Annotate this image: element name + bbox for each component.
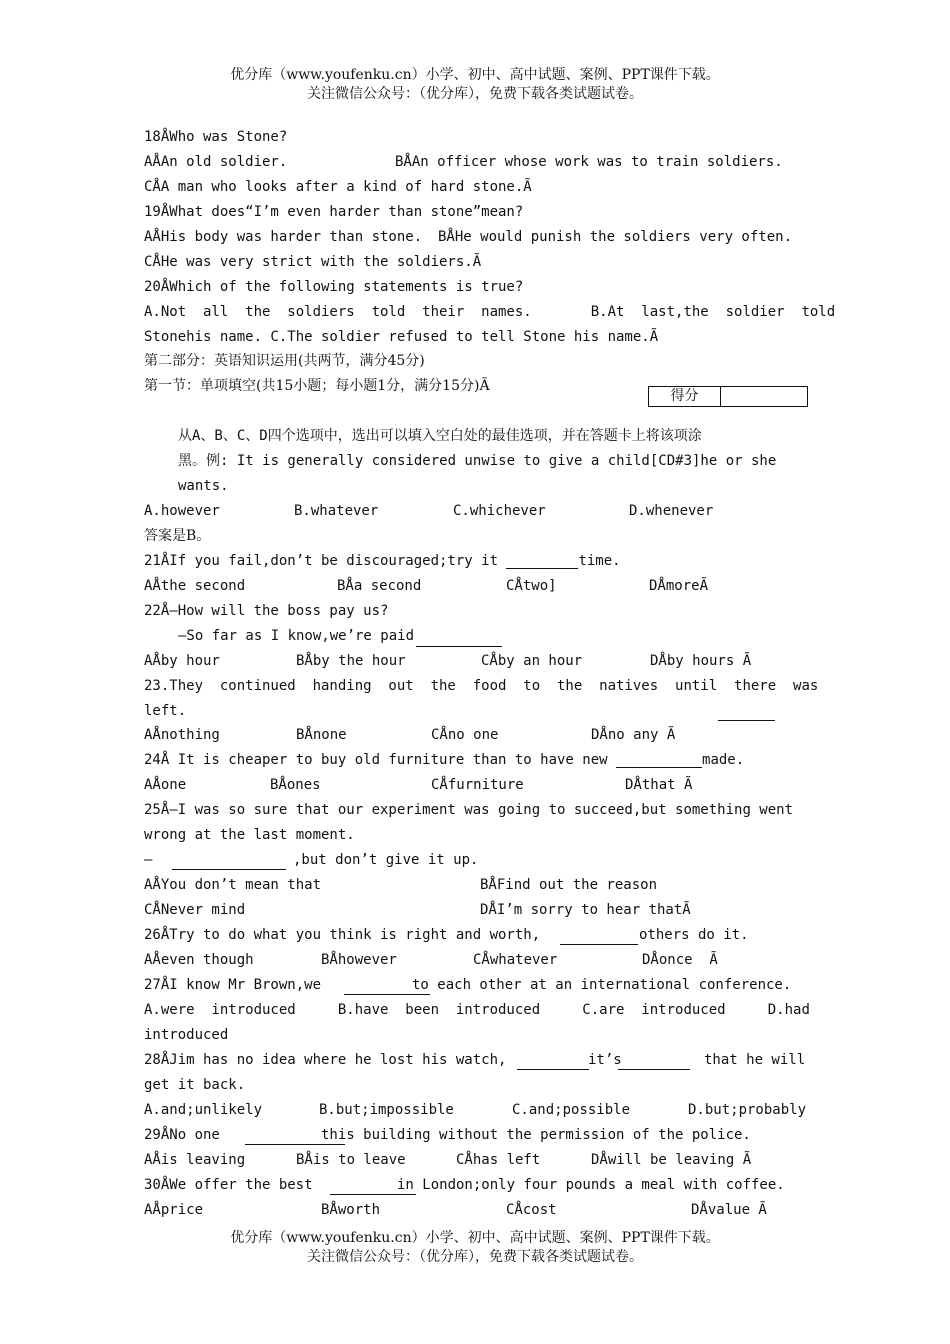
question-26-stem-end: others do it.	[639, 927, 749, 943]
question-21-option-b: BÅa second	[337, 578, 422, 594]
question-28-option-c: C.and;possible	[512, 1102, 631, 1118]
example-option-a: A.however	[144, 503, 220, 519]
question-20-options-line-2: Stonehis name. C.The soldier refused to tell Stone his name.Ã	[144, 329, 659, 345]
question-19-option-a: AÅHis body was harder than stone.	[144, 229, 423, 245]
question-23-option-d: DÅno any Ã	[591, 727, 676, 743]
header-line-2: 关注微信公众号：（优分库），免费下载各类试题试卷。	[307, 86, 643, 102]
question-27-options-line-2: introduced	[144, 1027, 229, 1043]
example-option-d: D.whenever	[629, 503, 714, 519]
question-25-tail: ,but don’t give it up.	[293, 852, 479, 868]
question-30-stem-end: in London;only four pounds a meal with coffee.	[397, 1177, 785, 1193]
question-28-option-b: B.but;impossible	[319, 1102, 454, 1118]
question-22-blank	[416, 646, 502, 647]
instruction-line-1: 从A、B、C、D四个选项中，选出可以填入空白处的最佳选项，并在答题卡上将该项涂	[178, 428, 702, 444]
question-22-reply: —So far as I know,we’re paid	[178, 628, 415, 644]
question-22-option-a: AÅby hour	[144, 653, 220, 669]
question-29-option-b: BÅis to leave	[296, 1152, 406, 1168]
question-30-option-b: BÅworth	[321, 1202, 381, 1218]
question-25-line-2: wrong at the last moment.	[144, 827, 355, 843]
question-29-option-c: CÅhas left	[456, 1152, 541, 1168]
question-30-stem: 30ÅWe offer the best	[144, 1177, 313, 1193]
header-line-1: 优分库（www.youfenku.cn）小学、初中、高中试题、案例、PPT课件下载。	[230, 67, 720, 83]
question-26-option-c: CÅwhatever	[473, 952, 558, 968]
question-24-text-end: made.	[702, 752, 745, 768]
question-23-option-a: AÅnothing	[144, 727, 220, 743]
question-28-stem-end: that he will	[704, 1052, 806, 1068]
question-18-option-c: CÅA man who looks after a kind of hard stone.Ã	[144, 179, 532, 195]
question-22-option-b: BÅby the hour	[296, 653, 406, 669]
question-27-stem: 27ÅI know Mr Brown,we	[144, 977, 322, 993]
question-21-text-end: time.	[578, 553, 621, 569]
score-label: 得分	[649, 387, 721, 406]
example-option-c: C.whichever	[453, 503, 546, 519]
question-20-options-line-1: A.Not all the soldiers told their names. B.At last,the soldier told	[144, 304, 836, 320]
question-29-option-d: DÅwill be leaving Ã	[591, 1152, 752, 1168]
example-option-b: B.whatever	[294, 503, 379, 519]
footer-line-1: 优分库（www.youfenku.cn）小学、初中、高中试题、案例、PPT课件下载。	[230, 1230, 720, 1246]
question-28-stem-mid: it’s	[588, 1052, 622, 1068]
question-30-option-c: CÅcost	[506, 1202, 557, 1218]
question-24-option-c: CÅfurniture	[431, 777, 524, 793]
score-box	[648, 386, 808, 407]
question-23-option-c: CÅno one	[431, 727, 499, 743]
question-27-stem-end: to each other at an international conference.	[412, 977, 792, 993]
part-2-heading: 第二部分：英语知识运用(共两节，满分45分)	[144, 353, 425, 369]
question-24-option-d: DÅthat Ã	[625, 777, 693, 793]
question-23-line-2: left.	[144, 703, 187, 719]
question-24-stem	[144, 750, 744, 770]
question-25-option-a: AÅYou don’t mean that	[144, 877, 322, 893]
example-answer: 答案是B。	[144, 528, 211, 544]
question-21-option-d: DÅmoreÃ	[649, 578, 709, 594]
question-21-option-a: AÅthe second	[144, 578, 246, 594]
instruction-line-2: 黑。例: It is generally considered unwise to give a child[CD#3]he or she	[178, 453, 777, 469]
question-26-stem: 26ÅTry to do what you think is right and worth,	[144, 927, 541, 943]
question-25-option-c: CÅNever mind	[144, 902, 246, 918]
question-22-option-c: CÅby an hour	[481, 653, 583, 669]
question-28-blank-1	[517, 1069, 589, 1070]
question-19-option-b: BÅHe would punish the soldiers very often.	[438, 229, 793, 245]
question-21-blank	[506, 552, 578, 569]
question-23-blank	[718, 720, 775, 721]
question-29-option-a: AÅis leaving	[144, 1152, 246, 1168]
question-29-stem-end: this building without the permission of the police.	[321, 1127, 751, 1143]
question-26-option-d: DÅonce Ã	[642, 952, 718, 968]
question-24-option-a: AÅone	[144, 777, 187, 793]
question-25-line-1: 25Å—I was so sure that our experiment was going to succeed,but something went	[144, 802, 794, 818]
question-30-option-d: DÅvalue Ã	[691, 1202, 767, 1218]
question-25-blank	[172, 869, 286, 870]
question-24-blank	[616, 751, 702, 768]
footer-line-2: 关注微信公众号：（优分库），免费下载各类试题试卷。	[307, 1249, 643, 1265]
question-22-stem: 22Å—How will the boss pay us?	[144, 603, 389, 619]
question-25-option-d: DÅI’m sorry to hear thatÃ	[480, 902, 691, 918]
question-30-option-a: AÅprice	[144, 1202, 204, 1218]
question-26-blank	[560, 944, 638, 945]
question-19-stem: 19ÅWhat does“I’m even harder than stone”mean?	[144, 204, 524, 220]
question-21-option-c: CÅtwo]	[506, 578, 557, 594]
question-24-option-b: BÅones	[270, 777, 321, 793]
question-28-option-a: A.and;unlikely	[144, 1102, 263, 1118]
question-23-line-1: 23.They continued handing out the food to the natives until there was	[144, 678, 819, 694]
question-29-stem: 29ÅNo one	[144, 1127, 220, 1143]
question-18-option-b: BÅAn officer whose work was to train soldiers.	[395, 154, 783, 170]
question-23-option-b: BÅnone	[296, 727, 347, 743]
question-25-dash: —	[144, 852, 153, 868]
question-21-text: 21ÅIf you fail,don’t be discouraged;try it	[144, 553, 507, 569]
question-19-option-c: CÅHe was very strict with the soldiers.Ã	[144, 254, 482, 270]
question-18-stem: 18ÅWho was Stone?	[144, 129, 288, 145]
section-1-heading: 第一节：单项填空(共15小题；每小题1分，满分15分)Ã	[144, 378, 490, 394]
question-21-stem	[144, 551, 621, 571]
question-28-line-2: get it back.	[144, 1077, 246, 1093]
question-24-text: 24Å It is cheaper to buy old furniture than to have new	[144, 752, 617, 768]
question-28-stem: 28ÅJim has no idea where he lost his watch,	[144, 1052, 507, 1068]
question-25-option-b: BÅFind out the reason	[480, 877, 658, 893]
question-26-option-b: BÅhowever	[321, 952, 397, 968]
question-18-option-a: AÅAn old soldier.	[144, 154, 288, 170]
question-28-option-d: D.but;probably	[688, 1102, 807, 1118]
question-27-options-line-1: A.were introduced B.have been introduced C.are introduced D.had	[144, 1002, 810, 1018]
question-28-blank-2	[618, 1069, 690, 1070]
instruction-line-3: wants.	[178, 478, 229, 494]
question-20-stem: 20ÅWhich of the following statements is true?	[144, 279, 524, 295]
question-22-option-d: DÅby hours Ã	[650, 653, 752, 669]
question-26-option-a: AÅeven though	[144, 952, 254, 968]
